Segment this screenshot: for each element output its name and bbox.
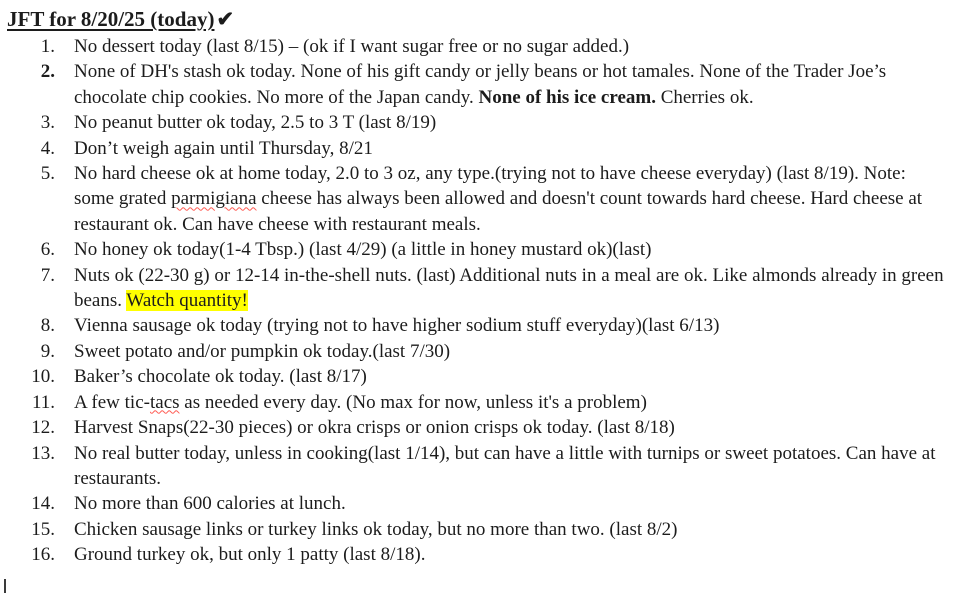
text-run: None of DH's stash ok today. None of his gift candy or jelly beans or hot tamales. None of the Trader Joe’s chocolate chip cookies. No more of the Japan candy. bbox=[74, 61, 887, 108]
item-text bbox=[74, 161, 954, 237]
page-title bbox=[7, 6, 954, 33]
text-run: cheese has always been allowed and doesn't count towards hard cheese. Hard cheese at restaurant ok. Can have cheese with restaurant meals. bbox=[74, 188, 923, 235]
item-number: 11. bbox=[31, 391, 55, 413]
list-item bbox=[7, 136, 954, 161]
list-item bbox=[7, 415, 954, 440]
text-run: Harvest Snaps(22-30 pieces) or okra crisps or onion crisps ok today. (last 8/18) bbox=[74, 417, 675, 439]
item-text bbox=[74, 59, 954, 110]
text-run: No more than 600 calories at lunch. bbox=[74, 493, 346, 515]
item-number: 16. bbox=[31, 544, 55, 566]
item-text bbox=[74, 237, 954, 262]
text-run: Nuts ok (22-30 g) or 12-14 in-the-shell nuts. (last) Additional nuts in a meal are ok. Like almonds already in green beans. bbox=[74, 264, 944, 312]
item-text bbox=[74, 136, 954, 161]
item-number: 8. bbox=[40, 315, 55, 337]
item-number: 12. bbox=[31, 417, 55, 439]
list-item bbox=[7, 263, 954, 314]
item-number: 5. bbox=[40, 163, 55, 185]
text-run: Sweet potato and/or pumpkin ok today.(last 7/30) bbox=[74, 340, 451, 362]
text-run: Don’t weigh again until Thursday, 8/21 bbox=[74, 137, 373, 159]
item-number: 15. bbox=[31, 518, 55, 540]
title-text: JFT for 8/20/25 (today) bbox=[7, 7, 215, 31]
item-number: 13. bbox=[31, 442, 55, 464]
item-number: 14. bbox=[31, 493, 55, 515]
item-text bbox=[74, 441, 954, 492]
item-text bbox=[74, 34, 954, 59]
list-item bbox=[7, 110, 954, 135]
text-run: A few tic- bbox=[74, 391, 150, 413]
item-text bbox=[74, 542, 954, 567]
text-cursor bbox=[4, 579, 6, 593]
item-number: 4. bbox=[40, 137, 55, 159]
list-item bbox=[7, 313, 954, 338]
item-text bbox=[74, 110, 954, 135]
list-item bbox=[7, 59, 954, 110]
list-item bbox=[7, 491, 954, 516]
text-run: No honey ok today(1-4 Tbsp.) (last 4/29) (a little in honey mustard ok)(last) bbox=[74, 239, 652, 261]
item-text bbox=[74, 415, 954, 440]
spellcheck-squiggle: tacs bbox=[149, 391, 180, 413]
list-item bbox=[7, 364, 954, 389]
text-run: No real butter today, unless in cooking(last 1/14), but can have a little with turnips or sweet potatoes. Can have at restaurants. bbox=[74, 442, 936, 489]
item-number: 7. bbox=[40, 264, 55, 286]
item-text bbox=[74, 491, 954, 516]
list-item bbox=[7, 339, 954, 364]
item-number: 2. bbox=[40, 61, 55, 83]
list-item bbox=[7, 34, 954, 59]
list-item bbox=[7, 390, 954, 415]
item-text bbox=[74, 313, 954, 338]
item-number: 9. bbox=[40, 340, 55, 362]
checkmark-icon: ✔ bbox=[216, 7, 235, 31]
text-run: Ground turkey ok, but only 1 patty (last 8/18). bbox=[74, 544, 426, 566]
item-text bbox=[74, 339, 954, 364]
spellcheck-squiggle: parmigiana bbox=[171, 188, 257, 210]
item-number: 3. bbox=[40, 112, 55, 134]
list-item bbox=[7, 161, 954, 237]
item-number: 10. bbox=[31, 366, 55, 388]
text-run: Chicken sausage links or turkey links ok today, but no more than two. (last 8/2) bbox=[74, 518, 678, 540]
text-run: None of his ice cream. bbox=[478, 86, 656, 108]
todo-list bbox=[7, 34, 954, 568]
item-text bbox=[74, 263, 954, 314]
text-run: Baker’s chocolate ok today. (last 8/17) bbox=[74, 366, 367, 388]
item-text bbox=[74, 517, 954, 542]
highlighted-text: Watch quantity! bbox=[126, 290, 248, 312]
item-text bbox=[74, 364, 954, 389]
text-run: as needed every day. (No max for now, unless it's a problem) bbox=[179, 391, 647, 413]
item-number: 6. bbox=[40, 239, 55, 261]
list-item bbox=[7, 542, 954, 567]
text-run: Cherries ok. bbox=[655, 86, 754, 108]
text-run: No peanut butter ok today, 2.5 to 3 T (last 8/19) bbox=[74, 112, 437, 134]
list-item bbox=[7, 441, 954, 492]
list-item bbox=[7, 517, 954, 542]
item-number: 1. bbox=[40, 36, 55, 57]
item-text bbox=[74, 390, 954, 415]
text-run: No hard cheese ok at home today, 2.0 to 3 oz, any type.(trying not to have cheese everyday) (last 8/19). Note: some grated bbox=[74, 163, 906, 210]
list-item bbox=[7, 237, 954, 262]
text-run: Vienna sausage ok today (trying not to have higher sodium stuff everyday)(last 6/13) bbox=[74, 315, 720, 337]
text-run: No dessert today (last 8/15) – (ok if I want sugar free or no sugar added.) bbox=[74, 36, 630, 57]
